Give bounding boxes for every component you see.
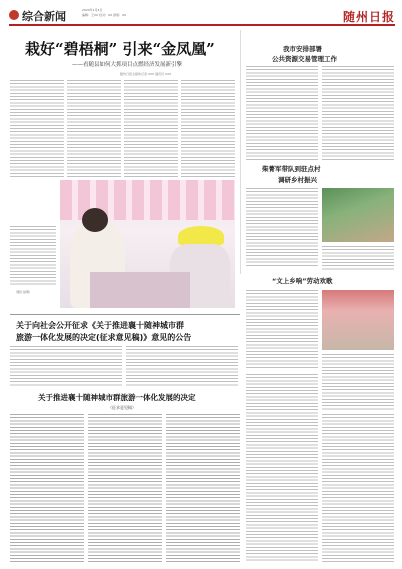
notice-top-rule (10, 314, 240, 315)
sidebar-photo (322, 188, 394, 242)
photo-caption: （图片说明） (14, 290, 33, 294)
sidebar-text-3 (246, 188, 318, 268)
staff-line: 编辑：王XX 校对：XX 排版：XX (82, 13, 127, 17)
notice-headline-2: 旅游一体化发展的决定(征求意见稿)》意见的公告 (16, 333, 192, 342)
main-subheadline: ——看随县如何大抓项目点燃经济发展新引擎 (72, 62, 183, 68)
sidebar-text-6 (322, 354, 394, 410)
main-text-col-3 (124, 80, 178, 178)
decision-title: 关于推进襄十随神城市群旅游一体化发展的决定 (38, 393, 196, 402)
sidebar-story1-title-1: 我市安排部署 (283, 45, 322, 53)
masthead: 随州日报 (342, 10, 395, 24)
decision-text-3 (166, 414, 240, 564)
sidebar-photo-2 (322, 290, 394, 350)
sidebar-text-2 (322, 66, 394, 162)
main-headline: 栽好“碧梧桐” 引来“金凤凰” (25, 40, 215, 58)
notice-text-1 (10, 346, 122, 386)
main-text-col-4 (181, 80, 235, 178)
sidebar-story2-title-2: 调研乡村振兴 (278, 176, 317, 184)
photo-table (90, 272, 190, 308)
column-divider (240, 30, 241, 274)
sidebar-text-5 (246, 290, 318, 370)
photo-hat (178, 226, 224, 246)
main-text-col-1 (10, 80, 64, 178)
sidebar-text-8 (322, 414, 394, 562)
section-title: 综合新闻 (22, 10, 66, 23)
sidebar-text-1 (246, 66, 318, 162)
decision-subtitle: （征求意见稿） (108, 405, 136, 410)
date-line: 2023年1月4日 (82, 8, 103, 12)
notice-headline-1: 关于向社会公开征求《关于推进襄十随神城市群 (16, 321, 184, 330)
main-photo (60, 180, 235, 308)
main-byline: 随州日报全媒体记者 XXX 通讯员 XXX (120, 72, 172, 76)
main-text-col-2 (67, 80, 121, 178)
header-rule (9, 24, 395, 26)
sidebar-story3-title: “文上乡响”劳动欢歌 (272, 277, 333, 285)
sidebar-text-4 (322, 246, 394, 270)
page-header (9, 8, 395, 30)
photo-worker-head-1 (82, 208, 108, 232)
sidebar-text-7 (246, 374, 318, 562)
decision-text-1 (10, 414, 84, 564)
sidebar-story1-title-2: 公共资源交易管理工作 (272, 55, 337, 63)
decision-text-2 (88, 414, 162, 564)
notice-text-2 (126, 346, 238, 386)
photo-caption-col (10, 226, 56, 306)
sidebar-story2-title-1: 柴菁军带队到驻点村 (262, 165, 321, 173)
section-logo-icon (9, 10, 19, 20)
